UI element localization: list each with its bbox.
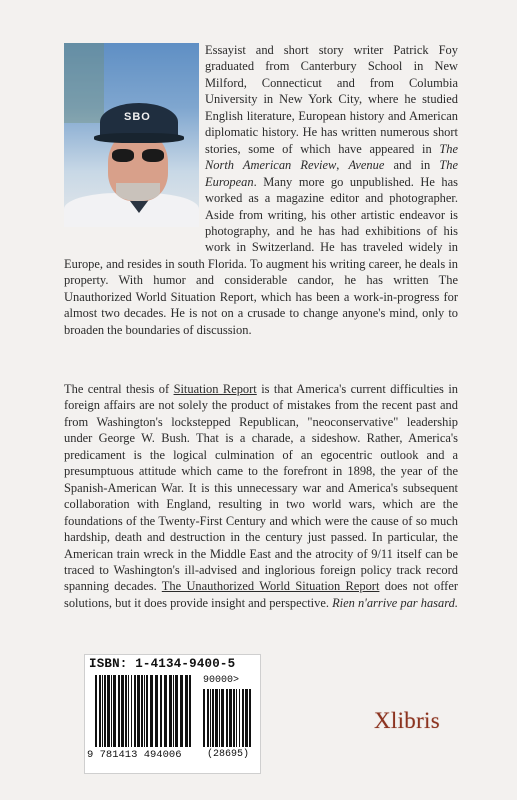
closing-phrase: Rien n'arrive par hasard.	[332, 595, 458, 610]
publisher-logo: Xlibris	[374, 708, 440, 733]
author-bio: Essayist and short story writer Patrick Foy graduated from Canterbury School in New Milford, Connecticut and from Columbia University in New York City, where he studied English literature, European history and American diplomatic history. He has written numerous short stories, some of which have appeared in The North American Review, Avenue and in The European. Many more go unpublished. He has worked as a magazine editor and photographer. Aside from writing, his other artistic endeavor is photography, and he has had exhibitions of his work in Switzerland. He has traveled widely in Europe, and resides in south Florida. To augment his writing career, he deals in property. With humor and considerable candor, he has written The Unauthorized World Situation Report, which has been a work-in-progress for almost two decades. He is not on a crusade to change anyone's mind, only to broaden the boundaries of discussion.	[64, 43, 458, 337]
bio-publication-3: The European	[205, 158, 458, 189]
addon-label: 90000>	[203, 675, 240, 686]
price-code: (28695)	[207, 749, 250, 760]
ean-barcode	[95, 675, 195, 747]
bio-publication-2: Avenue	[348, 158, 385, 173]
book-title-full: The Unauthorized World Situation Report	[161, 579, 380, 594]
bio-text-1: Essayist and short story writer Patrick Foy graduated from Canterbury School in New Milford, Connecticut and from Columbia University in New York City, where he studied English literature, European history and American diplomatic history. He has written numerous short stories, some of which have appeared in	[205, 43, 458, 156]
book-description: The central thesis of Situation Report is that America's current difficulties in foreign affairs are not solely the product of mistakes from the recent past and from Washington's lockstepped Republican, "neoconservative" leadership under George W. Bush. That is a charade, a sideshow. Rather, America's predicament is the logical culmination of an egocentric outlook and a presumptuous attitude which came to the forefront in 1898, the year of the Spanish-American War. It is this unnecessary war and America's subsequent collaboration with England, resulting in two world wars, which are the foundations of the Twenty-First Century and which were the cause of so much hardship, death and destruction in the century just passed. In particular, the American train wreck in the Middle East and the atrocity of 9/11 itself can be traced to Washington's ill-advised and inglorious foreign policy track record spanning decades. The Unauthorized World Situation Report does not offer solutions, but it does provide insight and perspective. Rien n'arrive par hasard.	[64, 382, 458, 610]
bio-publication-1: The North American Review	[205, 141, 458, 173]
photo-cap-text: SBO	[124, 111, 151, 123]
addon-barcode	[203, 689, 253, 747]
bio-text-2: . Many more go unpublished. He has worked as a magazine editor and photographer. Aside from writing, his other artistic endeavor is photography, and he has had exhibitions of his work in Switzerland. He has traveled widely in Europe, and resides in south Florida. To augment his writing career, he deals in property. With humor and considerable candor, he has written The Unauthorized World Situation Report, which has been a work-in-progress for almost two decades. He is not on a crusade to change anyone's mind, only to broaden the boundaries of discussion.	[64, 174, 458, 337]
barcode-box	[84, 654, 261, 774]
isbn-label: ISBN: 1-4134-9400-5	[89, 657, 236, 671]
barcode-digits: 9 781413 494006	[87, 749, 182, 761]
book-title-short: Situation Report	[173, 382, 257, 396]
